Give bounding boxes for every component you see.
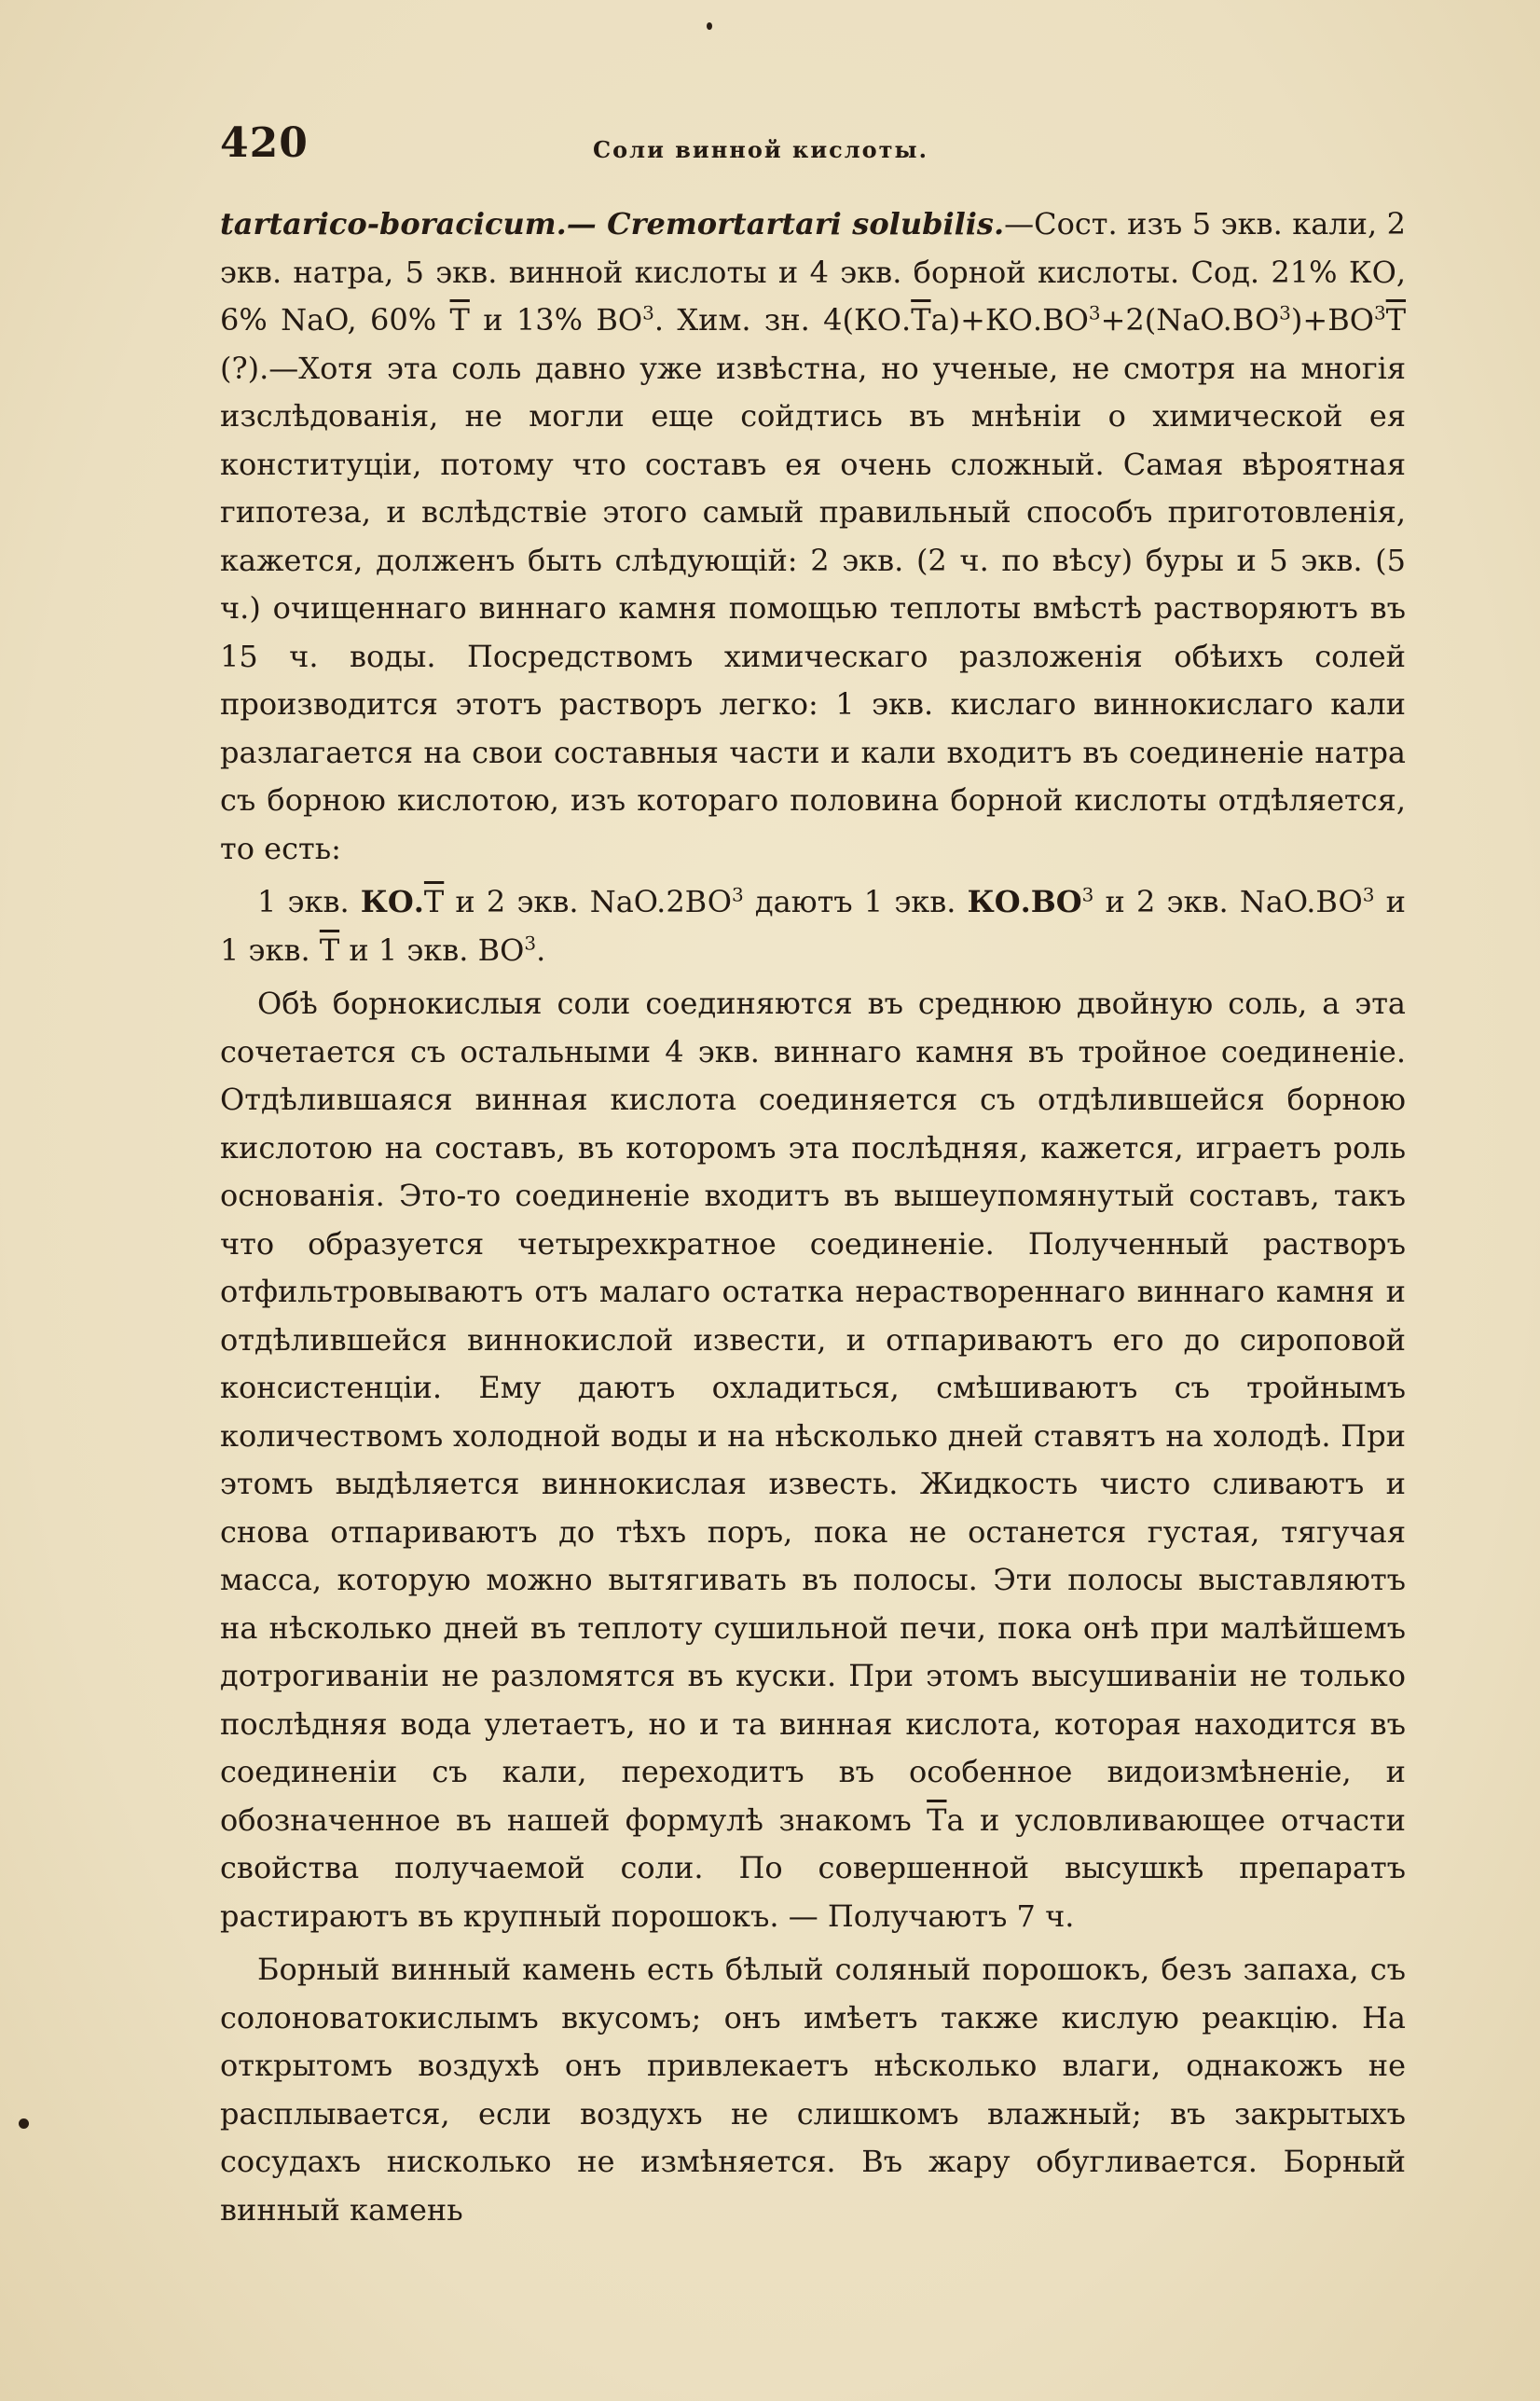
text-ov: $\overline{T}$ <box>911 302 931 338</box>
text-sup: 3 <box>642 301 654 324</box>
print-speck <box>19 2118 29 2129</box>
text-run: и 1 экв. <box>220 884 1407 968</box>
text-ov: $\overline{T}$ <box>319 931 340 968</box>
text-sup: 3 <box>1279 301 1291 324</box>
paragraph-preparation <box>220 980 1406 1940</box>
text-run: )+ВО <box>1290 302 1374 338</box>
text-sup: 3 <box>524 931 537 954</box>
running-head: Соли винной кислоты. <box>593 136 928 163</box>
text-run: +2(NaO.BO <box>1100 302 1280 338</box>
text-sup: 3 <box>1373 301 1386 324</box>
text-run: (?).—Хотя эта соль давно уже извѣстна, но ученые, не смотря на многія изслѣдованія, не могли еще сойдтись въ мнѣніи о химической ея конституціи, потому что составъ ея очень сложный. Самая вѣроятная гипотеза, и вслѣдствіе этого самый правильный способъ приготовленія, кажется, долженъ быть слѣдующій: 2 экв. (2 ч. по вѣсу) буры и 5 экв. (5 ч.) очищеннаго виннаго камня помощью теплоты вмѣстѣ растворяютъ въ 15 ч. воды. Посредствомъ химическаго разложенія обѣихъ солей производится этотъ растворъ легко: 1 экв. кислаго виннокислаго кали разлагается на свои составныя части и кали входитъ въ соединеніе натра съ борною кислотою, изъ котораго половина борной кислоты отдѣляется, то есть: <box>220 350 1406 866</box>
paragraph-properties <box>220 1946 1406 2234</box>
page-header <box>220 119 1404 175</box>
text-run: Обѣ борнокислыя соли соединяются въ среднюю двойную соль, а эта сочетается съ остальными 4 экв. виннаго камня въ тройное соединеніе. Отдѣлившаяся винная кислота соединяется съ отдѣлившейся борною кислотою на составъ, въ которомъ эта послѣдняя, кажется, играетъ роль основанія. Это-то соединеніе входитъ въ вышеупомянутый составъ, такъ что образуется четырехкратное соединеніе. Полученный растворъ отфильтровываютъ отъ малаго остатка нераствореннаго виннаго камня и отдѣлившейся виннокислой извести, и отпариваютъ его до сироповой консистенціи. Ему даютъ охладиться, смѣшиваютъ съ тройнымъ количествомъ холодной воды и на нѣсколько дней ставятъ на холодѣ. При этомъ выдѣляется виннокислая известь. Жидкость чисто сливаютъ и снова отпариваютъ до тѣхъ поръ, пока не останется густая, тягучая масса, которую можно вытягивать въ полосы. Эти полосы выставляютъ на нѣсколько дней въ теплоту сушильной печи, пока онѣ при малѣйшемъ дотрогиваніи не разломятся въ куски. При этомъ высушиваніи не только послѣдняя вода улетаетъ, но и та винная кислота, которая находится въ соединеніи съ кали, переходитъ въ особенное видоизмѣненіе, и обозначенное въ нашей формулѣ знакомъ <box>220 986 1406 1838</box>
text-sup: 3 <box>1362 883 1375 906</box>
text-run: 1 экв. <box>257 884 361 919</box>
text-run: и 1 экв. ВО <box>339 931 525 968</box>
print-speck <box>707 22 712 30</box>
text-chem: КО. <box>360 884 424 919</box>
text-run: а и условливающее отчасти свойства получаемой соли. По совершенной высушкѣ препаратъ растираютъ въ крупный порошокъ. — Получаютъ 7 ч. <box>220 1801 1407 1934</box>
text-run: а)+КО.ВО <box>930 302 1089 338</box>
text-run: даютъ 1 экв. <box>743 884 968 919</box>
text-chem: КО.ВО <box>967 884 1082 919</box>
text-sup: 3 <box>1081 883 1094 906</box>
text-run: . Хим. зн. 4(КО. <box>653 302 912 338</box>
text-run: и 13% ВО <box>469 302 643 338</box>
reaction-equation <box>220 878 1406 974</box>
text-ov: $\overline{T}$ <box>423 884 445 919</box>
body-text <box>220 200 1406 2234</box>
text-sup: 3 <box>732 883 744 906</box>
text-sup: 3 <box>1088 301 1101 324</box>
text-ov: $\overline{T}$ <box>1385 302 1407 338</box>
text-ov: $\overline{T}$ <box>927 1801 947 1838</box>
paragraph-tartarico-boracicum <box>220 200 1406 873</box>
text-run: . <box>536 931 546 968</box>
text-latin: tartarico-boracicum.— Cremortartari solubilis. <box>220 206 1005 241</box>
text-run: Борный винный камень есть бѣлый соляный порошокъ, безъ запаха, съ солоноватокислымъ вкусомъ; онъ имѣетъ также кислую реакцію. На открытомъ воздухѣ онъ привлекаетъ нѣсколько влаги, однакожъ не расплывается, если воздухъ не слишкомъ влажный; въ закрытыхъ сосудахъ нисколько не измѣняется. Въ жару обугливается. Борный винный камень <box>220 1952 1406 2228</box>
text-run: и 2 экв. NaO.BO <box>1093 884 1363 919</box>
text-ov: $\overline{T}$ <box>449 302 470 338</box>
text-run: и 2 экв. NaO.2BO <box>444 884 733 919</box>
page-number: 420 <box>220 119 309 167</box>
text-run: —Сост. изъ 5 экв. кали, 2 экв. натра, 5 экв. винной кислоты и 4 экв. борной кислоты. Сод. 21% КО, 6% NaO, 60% <box>220 206 1407 338</box>
